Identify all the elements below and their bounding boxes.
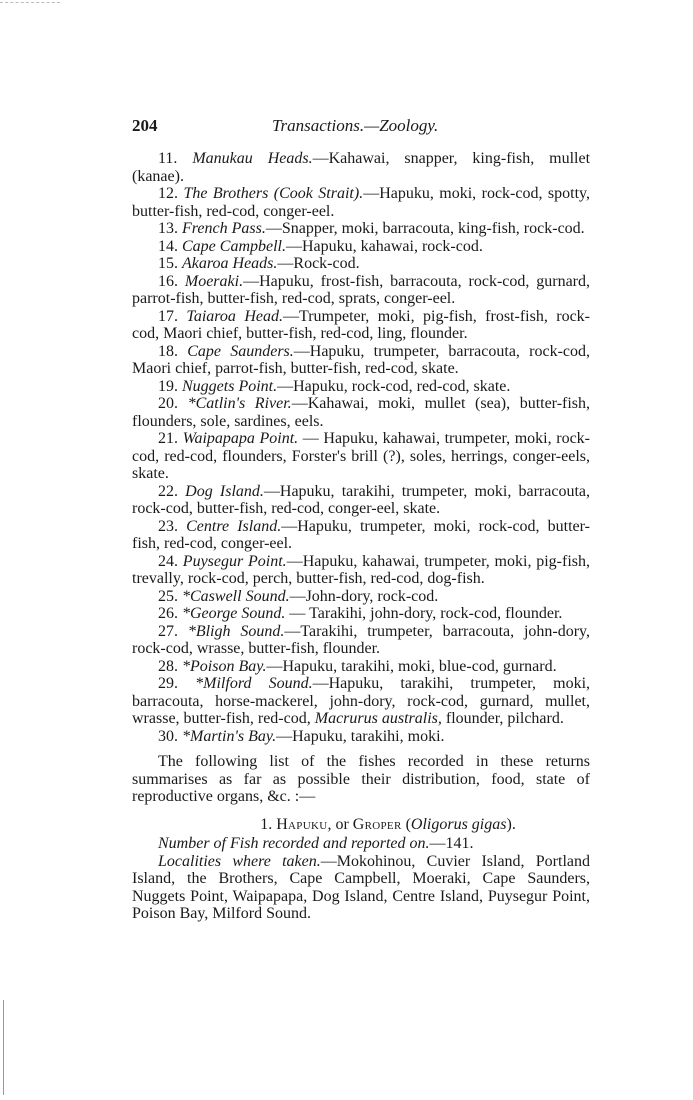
locality-entry xyxy=(132,238,590,256)
locality-entry xyxy=(132,378,590,396)
locality-entry xyxy=(132,273,590,308)
locality-list xyxy=(132,150,590,745)
intro-paragraph: The following list of the fishes recorded in these returns summarises as far as possible their distribution, food, state of reproductive organs, &c. :— xyxy=(132,753,590,805)
locality-entry xyxy=(132,675,590,728)
entry-number: 18. xyxy=(158,342,178,360)
locality-entry xyxy=(132,430,590,483)
fish-list: —Hapuku, tarakihi, moki, blue-cod, gurnard. xyxy=(266,657,557,675)
entry-number: 26. xyxy=(158,605,178,622)
entry-number: 12. xyxy=(158,185,178,202)
fish-list: —Hapuku, kahawai, trumpeter, moki, pig-fish, trevally, rock-cod, perch, butter-fish, red-cod, dog-fish. xyxy=(132,552,591,587)
fish-list: —Tarakihi, trumpeter, barracouta, john-dory, rock-cod, wrasse, butter-fish, flounder. xyxy=(132,622,591,657)
fish-list: —Hapuku, frost-fish, barracouta, rock-cod, gurnard, parrot-fish, butter-fish, red-cod, sprats, conger-eel. xyxy=(132,272,591,307)
fish-list: —Hapuku, kahawai, rock-cod. xyxy=(286,237,483,255)
name-joiner: , or xyxy=(327,815,353,833)
place-name: *Poison Bay. xyxy=(182,657,267,675)
scan-edge-mark xyxy=(0,2,60,4)
fish-count-value: —141. xyxy=(429,835,474,852)
place-name: *Milford Sound. xyxy=(195,675,313,692)
fish-list: —Rock-cod. xyxy=(277,255,360,272)
fish-list: — Tarakihi, john-dory, rock-cod, flounder. xyxy=(285,605,563,622)
fish-list: —Hapuku, tarakihi, trumpeter, moki, barracouta, rock-cod, butter-fish, red-cod, conger-eel, skate. xyxy=(132,482,591,517)
locality-entry xyxy=(132,255,590,273)
fish-list: —Snapper, moki, barracouta, king-fish, rock-cod. xyxy=(265,220,585,237)
place-name: Taiaroa Head. xyxy=(186,307,283,325)
section-number: 1. xyxy=(260,815,273,833)
fish-list: —Hapuku, trumpeter, moki, rock-cod, butter-fish, red-cod, conger-eel. xyxy=(132,517,590,552)
fish-count-paragraph xyxy=(132,835,590,853)
entry-number: 13. xyxy=(158,220,178,237)
localities-paragraph xyxy=(132,853,590,923)
localities-text: —Mokohinou, Cuvier Island, Portland Island, the Brothers, Cape Campbell, Moeraki, Cape Saunders, Nuggets Point, Waipapapa, Dog Island, Centre Island, Puysegur Point, Poison Bay, Milford Sound. xyxy=(132,852,591,922)
scientific-name: Oligorus gigas xyxy=(410,815,507,833)
running-head: Transactions.—Zoology. xyxy=(272,116,439,135)
body-text xyxy=(132,150,590,923)
common-name: Hapuku xyxy=(276,815,328,833)
fish-list: —Hapuku, tarakihi, trumpeter, moki, barracouta, horse-mackerel, john-dory, rock-cod, gurnard, mullet, wrasse, butter-fish, red-cod, xyxy=(132,675,591,727)
place-name: Manukau Heads. xyxy=(192,150,313,167)
place-name: Cape Campbell. xyxy=(182,237,286,255)
fish-count-label: Number of Fish recorded and reported on. xyxy=(158,835,430,852)
fish-list-tail: flounder, pilchard. xyxy=(441,710,564,727)
entry-number: 24. xyxy=(158,552,178,570)
place-name: *Bligh Sound. xyxy=(187,622,285,640)
place-name: Centre Island. xyxy=(186,517,282,535)
locality-entry xyxy=(132,518,590,553)
place-name: The Brothers (Cook Strait). xyxy=(183,185,364,202)
sci-close: ). xyxy=(506,815,516,833)
scan-fold-line xyxy=(3,1000,4,1095)
entry-number: 14. xyxy=(158,237,178,255)
locality-entry xyxy=(132,185,590,220)
entry-number: 11. xyxy=(158,150,178,167)
entry-number: 29. xyxy=(158,675,178,692)
entry-number: 27. xyxy=(158,622,178,640)
place-name: Moeraki. xyxy=(184,272,244,290)
fish-list: —Hapuku, moki, rock-cod, spotty, butter-fish, red-cod, conger-eel. xyxy=(132,185,591,220)
fish-list: —Hapuku, trumpeter, barracouta, rock-cod, Maori chief, parrot-fish, butter-fish, red-cod, skate. xyxy=(132,342,590,377)
fish-list: —Kahawai, moki, mullet (sea), butter-fish, flounders, sole, sardines, eels. xyxy=(132,395,591,430)
entry-number: 23. xyxy=(158,517,178,535)
place-name: Dog Island. xyxy=(185,482,264,500)
place-name: *Martin's Bay. xyxy=(182,727,277,745)
entry-number: 21. xyxy=(158,430,178,447)
page-number: 204 xyxy=(132,116,158,135)
locality-entry xyxy=(132,658,590,676)
entry-number: 16. xyxy=(158,272,178,290)
entry-number: 25. xyxy=(158,587,178,605)
place-name: Cape Saunders. xyxy=(187,342,294,360)
locality-entry xyxy=(132,343,590,378)
locality-entry xyxy=(132,605,590,623)
section-heading xyxy=(132,816,590,834)
fish-list: —Trumpeter, moki, pig-fish, frost-fish, rock-cod, Maori chief, butter-fish, red-cod, ling, flounder. xyxy=(132,307,590,342)
entry-number: 22. xyxy=(158,482,178,500)
locality-entry xyxy=(132,553,590,588)
fish-list: — Hapuku, kahawai, trumpeter, moki, rock-cod, red-cod, flounders, Forster's brill (?), soles, herrings, conger-eels, skate. xyxy=(132,430,590,482)
species-name: Macrurus australis, xyxy=(314,710,442,727)
entry-number: 28. xyxy=(158,657,178,675)
fish-list: —John-dory, rock-cod. xyxy=(289,587,439,605)
place-name: Waipapapa Point. xyxy=(182,430,299,447)
entry-number: 20. xyxy=(158,395,178,412)
entry-number: 30. xyxy=(158,727,178,745)
entry-number: 17. xyxy=(158,307,178,325)
fish-list: —Kahawai, snapper, king-fish, mullet (kanae). xyxy=(132,150,591,185)
alternate-name: Groper xyxy=(352,815,402,833)
place-name: Akaroa Heads. xyxy=(182,255,278,272)
place-name: *Catlin's River. xyxy=(187,395,292,412)
locality-entry xyxy=(132,623,590,658)
sci-open: ( xyxy=(401,815,411,833)
locality-entry xyxy=(132,150,590,185)
place-name: Puysegur Point. xyxy=(182,552,287,570)
fish-list: —Hapuku, tarakihi, moki. xyxy=(276,727,445,745)
locality-entry xyxy=(132,728,590,746)
place-name: Nuggets Point. xyxy=(182,377,278,395)
place-name: French Pass. xyxy=(182,220,266,237)
locality-entry xyxy=(132,220,590,238)
locality-entry xyxy=(132,395,590,430)
fish-list: —Hapuku, rock-cod, red-cod, skate. xyxy=(277,377,511,395)
localities-label: Localities where taken. xyxy=(158,852,321,870)
place-name: *George Sound. xyxy=(182,605,286,622)
entry-number: 19. xyxy=(158,377,178,395)
place-name: *Caswell Sound. xyxy=(182,587,290,605)
locality-entry xyxy=(132,588,590,606)
locality-entry xyxy=(132,308,590,343)
entry-number: 15. xyxy=(158,255,178,272)
locality-entry xyxy=(132,483,590,518)
